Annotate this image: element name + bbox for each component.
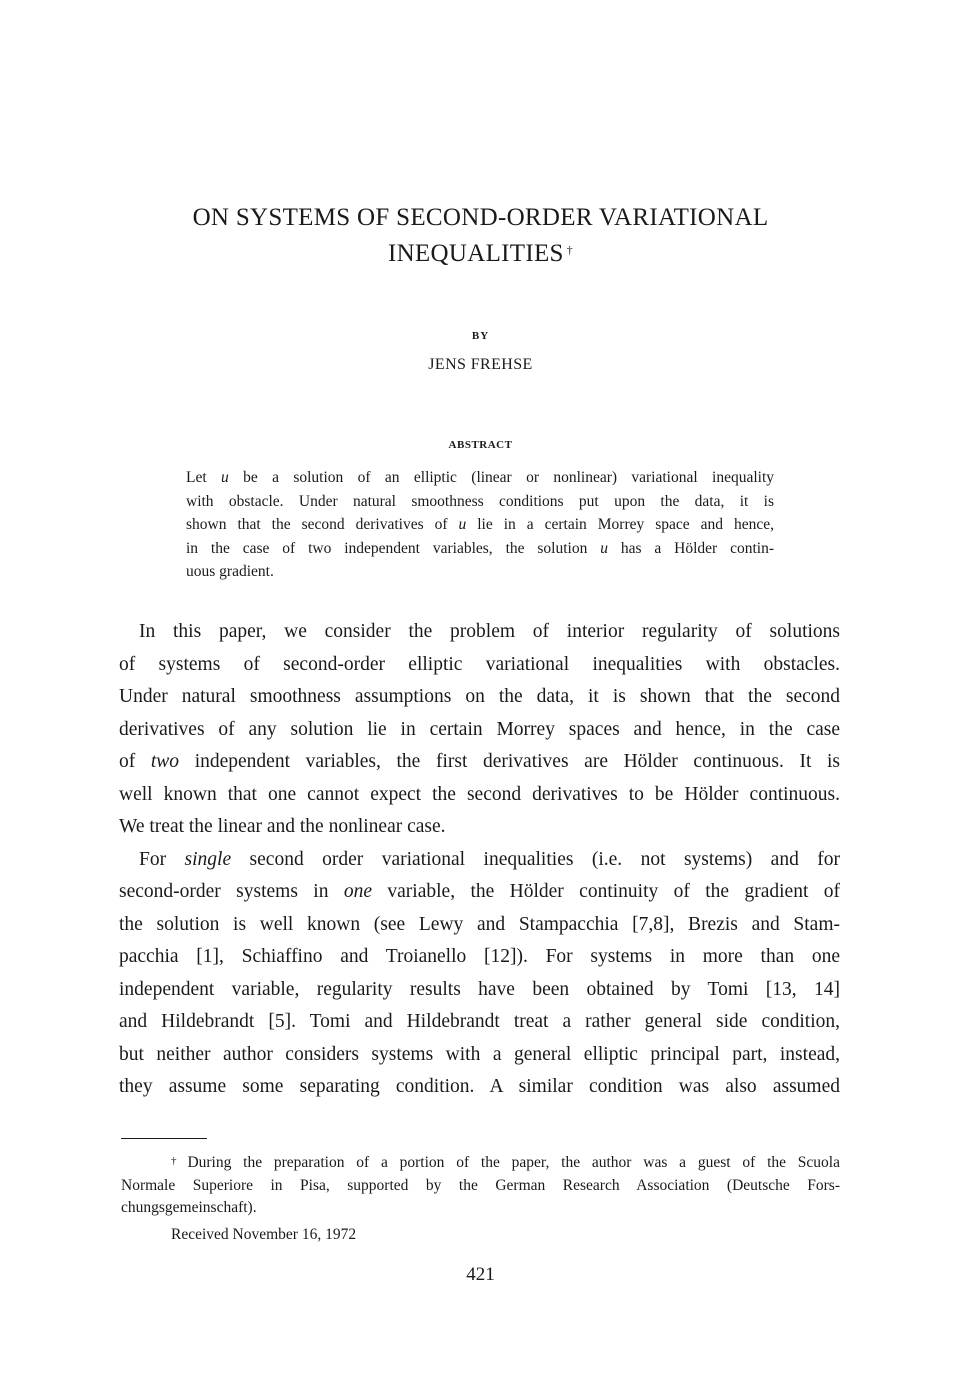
abstract-line: shown that the second derivatives of u lie in a certain Morrey space and hence, [186, 516, 774, 533]
page-number: 421 [466, 1264, 495, 1285]
text-line: For single second order variational inequalities (i.e. not systems) and for [139, 848, 840, 870]
text-line: Under natural smoothness assumptions on the data, it is shown that the second [119, 686, 840, 707]
abstract-body [186, 466, 774, 584]
text-line: pacchia [1], Schiaffino and Troianello [12]). For systems in more than one [119, 946, 840, 967]
abstract-heading: ABSTRACT [448, 439, 513, 451]
text-line: but neither author considers systems with a general elliptic principal part, instead, [119, 1043, 840, 1065]
footnote-mark: † [171, 1155, 185, 1167]
text-line: We treat the linear and the nonlinear case. [119, 816, 446, 837]
abstract-line: uous gradient. [186, 563, 274, 580]
received-date: Received November 16, 1972 [171, 1226, 357, 1243]
footnote [121, 1152, 840, 1220]
paper-title [0, 200, 961, 272]
abstract-line: in the case of two independent variables, the solution u has a Hölder contin- [186, 539, 774, 557]
text-line: the solution is well known (see Lewy and Stampacchia [7,8], Brezis and Stam- [119, 913, 840, 935]
title-line-2 [0, 236, 961, 272]
text-line: of two independent variables, the first derivatives are Hölder continuous. It is [119, 751, 840, 772]
paragraph-2 [119, 844, 840, 1104]
footnote-line: Normale Superiore in Pisa, supported by the German Research Association (Deutsche Fors- [121, 1176, 840, 1194]
title-footnote-mark: † [566, 243, 574, 257]
text-line: second-order systems in one variable, the Hölder continuity of the gradient of [119, 881, 840, 902]
text-line: they assume some separating condition. A similar condition was also assumed [119, 1076, 840, 1097]
footnote-line: chungsgemeinschaft). [121, 1199, 257, 1216]
body-text [119, 616, 840, 1104]
text-line: of systems of second-order elliptic variational inequalities with obstacles. [119, 653, 840, 675]
text-line: independent variable, regularity results have been obtained by Tomi [13, 14] [119, 978, 840, 1000]
text-line: derivatives of any solution lie in certain Morrey spaces and hence, in the case [119, 718, 840, 740]
text-line: In this paper, we consider the problem of interior regularity of solutions [139, 621, 840, 642]
abstract-line: Let u be a solution of an elliptic (linear or nonlinear) variational inequality [186, 469, 775, 486]
footnote-divider [121, 1138, 207, 1139]
footnote-line: † During the preparation of a portion of the paper, the author was a guest of the Scuola [171, 1154, 840, 1171]
paragraph-1 [119, 616, 840, 844]
abstract-line: with obstacle. Under natural smoothness conditions put upon the data, it is [186, 492, 774, 510]
text-line: and Hildebrandt [5]. Tomi and Hildebrandt treat a rather general side condition, [119, 1011, 840, 1032]
author-name: JENS FREHSE [428, 356, 533, 373]
by-label: BY [471, 330, 490, 342]
text-line: well known that one cannot expect the second derivatives to be Hölder continuous. [119, 783, 840, 805]
title-line-1: ON SYSTEMS OF SECOND-ORDER VARIATIONAL [192, 204, 769, 231]
title-line-2-text: INEQUALITIES [387, 240, 564, 267]
